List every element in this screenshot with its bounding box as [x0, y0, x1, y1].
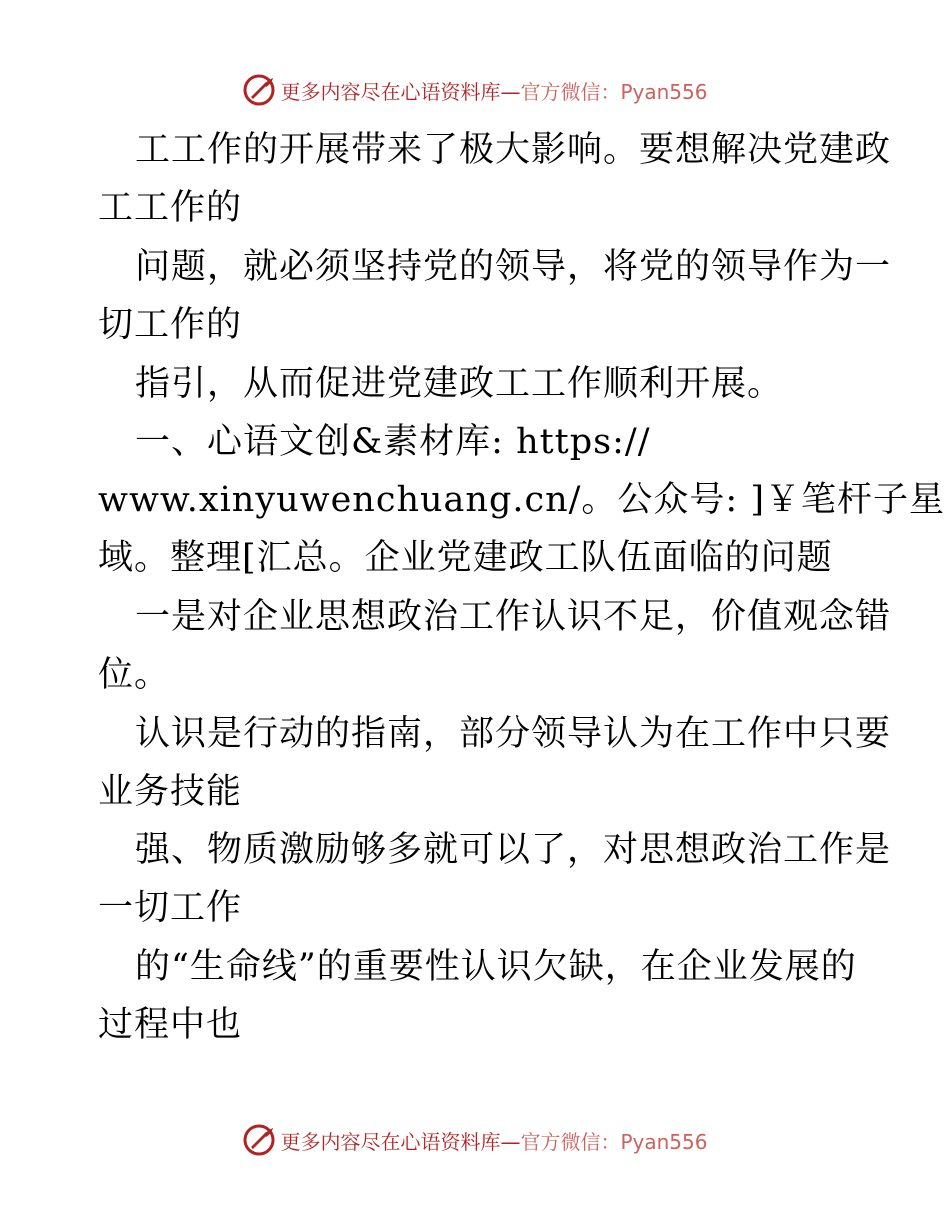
text-line: 业务技能 [98, 772, 243, 812]
header-banner-text [280, 76, 707, 105]
text-line: 的“生命线”的重要性认识欠缺，在企业发展的 [135, 947, 857, 987]
text-line: 工工作的 [98, 188, 243, 228]
text-line: 工工作的开展带来了极大影响。要想解决党建政 [135, 130, 892, 170]
text-line: 一是对企业思想政治工作认识不足，价值观念错 [135, 597, 892, 637]
text-line: 一、心语文创&素材库: https:// [135, 422, 651, 462]
text-line: www.xinyuwenchuang.cn/。公众号: ]￥笔杆子星 [98, 480, 945, 520]
text-line: 一切工作 [98, 888, 243, 928]
quill-pen-logo-icon [242, 1123, 276, 1157]
footer-banner-main: 更多内容尽在心语资料库— [280, 1129, 521, 1154]
header-banner-wechat: 官方微信：Pyan556 [520, 79, 708, 104]
text-line: 认识是行动的指南，部分领导认为在工作中只要 [135, 714, 892, 754]
header-banner-main: 更多内容尽在心语资料库— [280, 79, 521, 104]
footer-banner [0, 1120, 950, 1160]
text-line: 指引，从而促进党建政工工作顺利开展。 [135, 364, 784, 404]
footer-banner-wechat: 官方微信：Pyan556 [520, 1129, 708, 1154]
footer-banner-text [280, 1126, 707, 1155]
header-banner [0, 70, 950, 110]
text-line: 位。 [98, 655, 171, 695]
text-line: 过程中也 [98, 1005, 243, 1045]
quill-pen-logo-icon [242, 73, 276, 107]
text-line: 切工作的 [98, 305, 243, 345]
text-line: 域。整理[汇总。企业党建政工队伍面临的问题 [98, 538, 833, 578]
text-line: 强、物质激励够多就可以了，对思想政治工作是 [135, 830, 892, 870]
text-line: 问题，就必须坚持党的领导，将党的领导作为一 [135, 247, 892, 287]
